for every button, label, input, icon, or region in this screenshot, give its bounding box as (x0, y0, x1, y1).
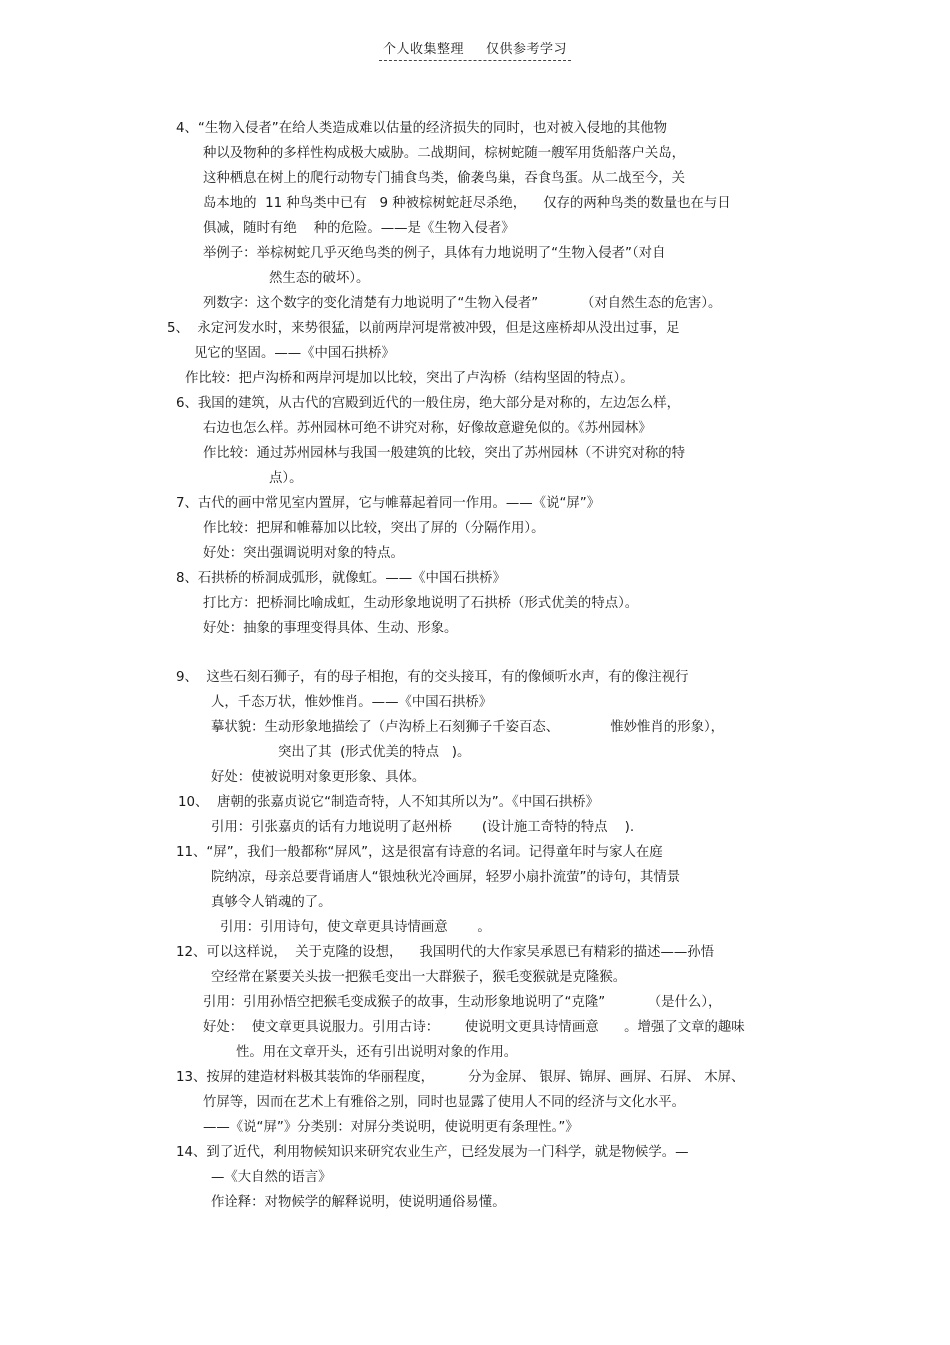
item-11-line-3: 真够令人销魂的了。 (211, 895, 332, 910)
item-6-line-2: 右边也怎么样。苏州园林可绝不讲究对称，好像故意避免似的。《苏州园林》 (203, 421, 652, 436)
item-4-analysis-2: 列数字：这个数字的变化清楚有力地说明了“生物入侵者” （对自然生态的危害）。 (203, 296, 722, 311)
item-4-line-5: 俱减，随时有绝 种的危险。——是《生物入侵者》 (203, 221, 515, 236)
item-13-line-2: 竹屏等，因而在艺术上有雅俗之别，同时也显露了使用人不同的经济与文化水平。 (203, 1095, 686, 1110)
item-13-analysis: ——《说“屏”》分类别：对屏分类说明，使说明更有条理性。”》 (203, 1120, 579, 1135)
item-6-analysis: 作比较：通过苏州园林与我国一般建筑的比较，突出了苏州园林（不讲究对称的特 (203, 446, 686, 461)
item-11-analysis: 引用：引用诗句，使文章更具诗情画意 。 (220, 920, 491, 935)
item-4-analysis-1: 举例子：举棕树蛇几乎灭绝鸟类的例子，具体有力地说明了“生物入侵者”（对自 (203, 246, 666, 261)
item-11-line-2: 院纳凉，母亲总要背诵唐人“银烛秋光冷画屏，轻罗小扇扑流萤”的诗句，其情景 (211, 870, 681, 885)
item-9-analysis: 摹状貌：生动形象地描绘了（卢沟桥上石刻狮子千姿百态、 惟妙惟肖的形象）， (211, 720, 725, 735)
item-12-line-2: 空经常在紧要关头拔一把猴毛变出一大群猴子，猴毛变猴就是克隆猴。 (211, 970, 627, 985)
item-5-line-1: 5、 永定河发水时，来势很猛，以前两岸河堤常被冲毁，但是这座桥却从没出过事，足 (167, 321, 680, 336)
item-7-benefit: 好处：突出强调说明对象的特点。 (203, 546, 404, 561)
item-12-analysis: 引用：引用孙悟空把猴毛变成猴子的故事，生动形象地说明了“克隆” （是什么）， (203, 995, 722, 1010)
item-8-line-1: 8、石拱桥的桥洞成弧形，就像虹。——《中国石拱桥》 (176, 571, 506, 586)
item-7-analysis: 作比较：把屏和帷幕加以比较，突出了屏的（分隔作用）。 (203, 521, 545, 536)
item-4-line-1: 4、“生物入侵者”在给人类造成难以估量的经济损失的同时，也对被入侵地的其他物 (176, 121, 668, 136)
item-14-analysis: 作诠释：对物候学的解释说明，使说明通俗易懂。 (211, 1195, 506, 1210)
item-4-line-3: 这种栖息在树上的爬行动物专门捕食鸟类，偷袭鸟巢，吞食鸟蛋。从二战至今，关 (203, 171, 686, 186)
item-9-analysis-cont: 突出了其 (形式优美的特点 )。 (278, 745, 471, 760)
item-4-analysis-1-cont: 然生态的破坏）。 (269, 271, 370, 286)
item-10-analysis: 引用：引张嘉贞的话有力地说明了赵州桥 (设计施工奇特的特点 ). (211, 820, 635, 835)
item-7-line-1: 7、古代的画中常见室内置屏，它与帷幕起着同一作用。——《说“屏”》 (176, 496, 601, 511)
item-5-line-2: 见它的坚固。——《中国石拱桥》 (194, 346, 395, 361)
item-8-benefit: 好处：抽象的事理变得具体、生动、形象。 (203, 621, 458, 636)
header-left-text: 个人收集整理 (382, 42, 464, 57)
item-14-line-2: —《大自然的语言》 (211, 1170, 332, 1185)
item-14-line-1: 14、到了近代，利用物候知识来研究农业生产，已经发展为一门科学，就是物候学。— (176, 1145, 689, 1160)
item-5-analysis: 作比较：把卢沟桥和两岸河堤加以比较，突出了卢沟桥（结构坚固的特点）。 (185, 371, 634, 386)
item-12-benefit-cont: 性。用在文章开头，还有引出说明对象的作用。 (236, 1045, 518, 1060)
item-9-benefit: 好处：使被说明对象更形象、具体。 (211, 770, 426, 785)
header-right-text: 仅供参考学习 (486, 42, 568, 57)
item-12-line-1: 12、可以这样说， 关于克隆的设想， 我国明代的大作家吴承恩已有精彩的描述——孙悟 (176, 945, 715, 960)
item-12-benefit: 好处： 使文章更具说服力。引用古诗： 使说明文更具诗情画意 。增强了文章的趣味 (203, 1020, 745, 1035)
item-6-analysis-cont: 点）。 (269, 471, 303, 486)
item-4-line-2: 种以及物种的多样性构成极大威胁。二战期间，棕树蛇随一艘军用货船落户关岛， (203, 146, 686, 161)
item-10-line-1: 10、 唐朝的张嘉贞说它“制造奇特，人不知其所以为”。《中国石拱桥》 (178, 795, 600, 810)
item-9-line-1: 9、 这些石刻石狮子，有的母子相抱，有的交头接耳，有的像倾听水声，有的像注视行 (176, 670, 689, 685)
item-9-line-2: 人，千态万状，惟妙惟肖。——《中国石拱桥》 (211, 695, 493, 710)
item-11-line-1: 11、“屏”，我们一般都称“屏风”，这是很富有诗意的名词。记得童年时与家人在庭 (176, 845, 663, 860)
item-8-analysis: 打比方：把桥洞比喻成虹，生动形象地说明了石拱桥（形式优美的特点）。 (203, 596, 639, 611)
item-13-line-1: 13、按屏的建造材料极其装饰的华丽程度， 分为金屏、 银屏、锦屏、画屏、石屏、 木屏、 (176, 1070, 745, 1085)
item-4-line-4: 岛本地的 11 种鸟类中已有 9 种被棕树蛇赶尽杀绝， 仅存的两种鸟类的数量也在与日 (203, 196, 731, 211)
item-6-line-1: 6、我国的建筑，从古代的宫殿到近代的一般住房，绝大部分是对称的，左边怎么样， (176, 396, 680, 411)
